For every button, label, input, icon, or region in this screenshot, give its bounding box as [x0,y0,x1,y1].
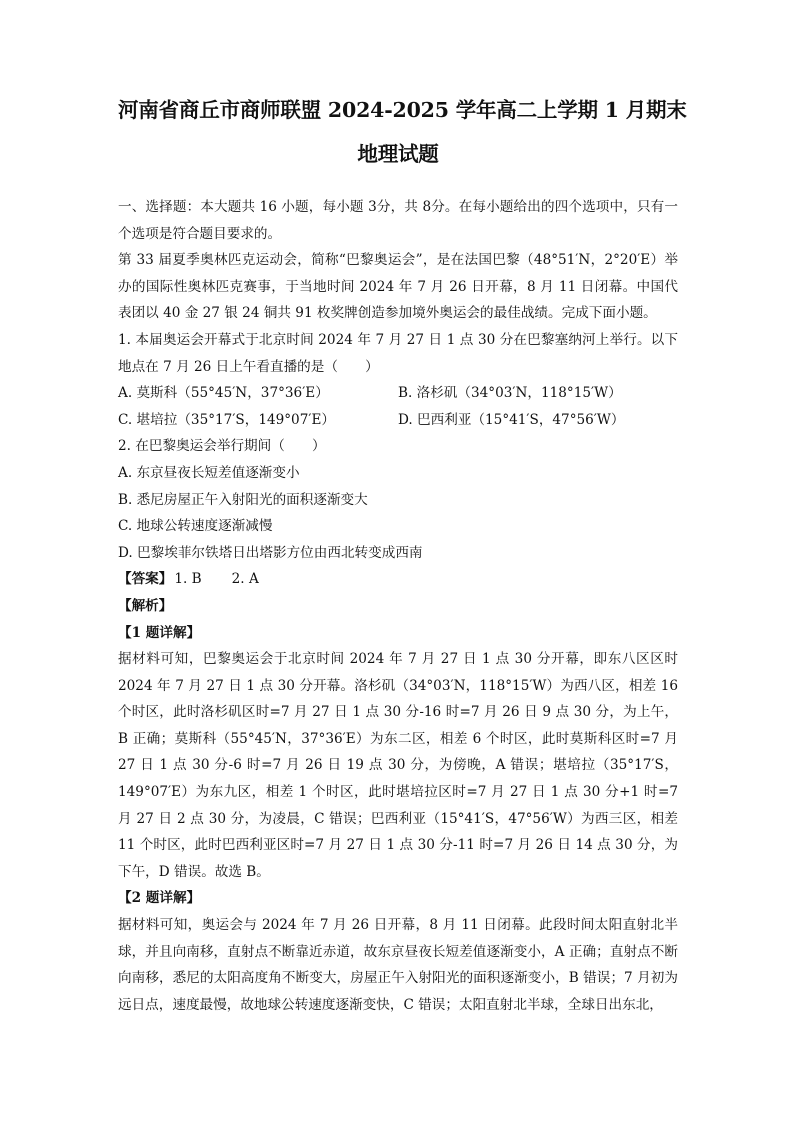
detail-1-label: 【1 题详解】 [118,624,201,641]
answer-2: 2. A [231,571,259,588]
section-heading: 一、选择题：本大题共 16 小题，每小题 3分，共 8分。在每小题给出的四个选项中，只有一个选项是符合题目要求的。 [118,199,678,242]
q1-option-d: D. 巴西利亚（15°41′S，47°56′W） [398,411,625,428]
detail-2-label: 【2 题详解】 [118,890,201,907]
question-1-stem: 1. 本届奥运会开幕式于北京时间 2024 年 7 月 27 日 1 点 30 分在巴黎塞纳河上举行。以下地点在 7 月 26 日上午看直播的是（ ） [118,331,678,375]
page-subtitle: 地理试题 [357,142,439,166]
q2-option-d: D. 巴黎埃菲尔铁塔日出塔影方位由西北转变成西南 [118,544,423,561]
q1-option-a: A. 莫斯科（55°45′N，37°36′E） [118,385,329,402]
question-1-options-row-1 [118,380,678,407]
q2-option-b: B. 悉尼房屋正午入射阳光的面积逐渐变大 [118,491,368,508]
material-paragraph: 第 33 届夏季奥林匹克运动会，简称“巴黎奥运会”，是在法国巴黎（48°51′N，2°20′E）举办的国际性奥林匹克赛事，于当地时间 2024 年 7 月 26 日开幕，8 月 11 日闭幕。中国代表团以 40 金 27 银 24 铜共 91 枚奖牌创造参加境外奥运会的最佳战绩。完成下面小题。 [118,252,678,322]
answer-line [118,566,678,593]
document-page [118,96,687,1018]
answer-label: 【答案】 [118,571,173,588]
detail-2-text: 据材料可知，奥运会与 2024 年 7 月 26 日开幕，8 月 11 日闭幕。此段时间太阳直射北半球，并且向南移，直射点不断靠近赤道，故东京昼夜长短差值逐渐变小，A 正确；直射点不断向南移，悉尼的太阳高度角不断变大，房屋正午入射阳光的面积逐渐变小，B 错误；7 月初为远日点，速度最慢，故地球公转速度逐渐变快，C 错误；太阳直射北半球，全球日出东北， [118,917,678,1013]
q1-option-b: B. 洛杉矶（34°03′N，118°15′W） [398,385,622,402]
analysis-label: 【解析】 [118,597,173,614]
q1-option-c: C. 堪培拉（35°17′S，149°07′E） [118,411,335,428]
q2-option-c: C. 地球公转速度逐渐减慢 [118,518,273,535]
page-title: 河南省商丘市商师联盟 2024-2025 学年高二上学期 1 月期末 [118,98,687,122]
q2-option-a: A. 东京昼夜长短差值逐渐变小 [118,464,300,481]
detail-1-text: 据材料可知，巴黎奥运会于北京时间 2024 年 7 月 27 日 1 点 30 分开幕，即东八区区时 2024 年 7 月 27 日 1 点 30 分开幕。洛杉矶（34°03′N，118°15′W）为西八区，相差 16 个时区，此时洛杉矶区时=7 月 27 日 1 点 30 分-16 时=7 月 26 日 9 点 30 分，为上午，B 正确；莫斯科（55°45′N，37°36′E）为东二区，相差 6 个时区，此时莫斯科区时=7 月 27 日 1 点 30 分-6 时=7 月 26 日 19 点 30 分，为傍晚，A 错误；堪培拉（35°17′S，149°07′E）为东九区，相差 1 个时区，此时堪培拉区时=7 月 27 日 1 点 30 分+1 时=7 月 27 日 2 点 30 分，为凌晨，C 错误；巴西利亚（15°41′S，47°56′W）为西三区，相差 11 个时区，此时巴西利亚区时=7 月 27 日 1 点 30 分-11 时=7 月 26 日 14 点 30 分，为下午，D 错误。故选 B。 [118,651,678,880]
document-body [118,194,678,1018]
answer-1: 1. B [174,571,202,588]
question-1-options-row-2 [118,407,678,434]
question-2-stem: 2. 在巴黎奥运会举行期间（ ） [118,438,326,455]
